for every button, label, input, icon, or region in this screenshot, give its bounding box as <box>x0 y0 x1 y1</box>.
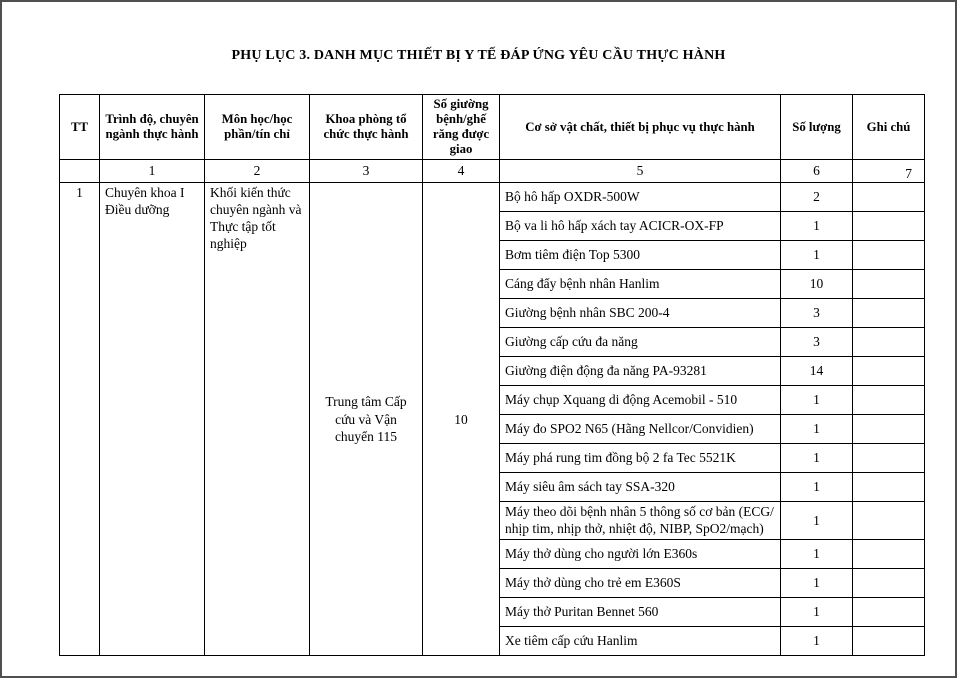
col-header-qualification: Trình độ, chuyên ngành thực hành <box>100 95 205 160</box>
equipment-note-cell <box>853 241 925 270</box>
equipment-name-cell: Máy theo dõi bệnh nhân 5 thông số cơ bản (ECG/ nhịp tim, nhịp thở, nhiệt độ, NIBP, SpO2/mạch) <box>500 502 781 540</box>
equipment-note-cell <box>853 357 925 386</box>
equipment-qty-cell: 1 <box>781 212 853 241</box>
equipment-note-cell <box>853 299 925 328</box>
equipment-name-cell: Máy phá rung tim đồng bộ 2 fa Tec 5521K <box>500 444 781 473</box>
equipment-qty-cell: 3 <box>781 299 853 328</box>
equipment-note-cell <box>853 386 925 415</box>
equipment-name-cell: Máy đo SPO2 N65 (Hãng Nellcor/Convidien) <box>500 415 781 444</box>
col-number-2: 2 <box>205 160 310 183</box>
equipment-name-cell: Máy thở dùng cho trẻ em E360S <box>500 569 781 598</box>
equipment-note-cell <box>853 502 925 540</box>
col-header-department: Khoa phòng tổ chức thực hành <box>310 95 423 160</box>
col-number-6: 6 <box>781 160 853 183</box>
equipment-qty-cell: 1 <box>781 569 853 598</box>
equipment-qty-cell: 1 <box>781 473 853 502</box>
column-number-row <box>60 160 925 183</box>
group-department-cell: Trung tâm Cấp cứu và Vận chuyển 115 <box>310 183 423 656</box>
equipment-table <box>59 94 925 656</box>
col-number-0 <box>60 160 100 183</box>
equipment-qty-cell: 1 <box>781 386 853 415</box>
equipment-qty-cell: 1 <box>781 415 853 444</box>
col-header-notes: Ghi chú <box>853 95 925 160</box>
equipment-name-cell: Máy thở dùng cho người lớn E360s <box>500 540 781 569</box>
col-header-tt: TT <box>60 95 100 160</box>
equipment-name-cell: Cáng đẩy bệnh nhân Hanlim <box>500 270 781 299</box>
group-index-cell: 1 <box>60 183 100 656</box>
equipment-note-cell <box>853 540 925 569</box>
equipment-note-cell <box>853 473 925 502</box>
equipment-note-cell <box>853 627 925 656</box>
equipment-name-cell: Giường điện động đa năng PA-93281 <box>500 357 781 386</box>
equipment-note-cell <box>853 444 925 473</box>
equipment-qty-cell: 1 <box>781 241 853 270</box>
equipment-qty-cell: 1 <box>781 540 853 569</box>
equipment-name-cell: Bộ va li hô hấp xách tay ACICR-OX-FP <box>500 212 781 241</box>
equipment-note-cell <box>853 270 925 299</box>
equipment-name-cell: Giường cấp cứu đa năng <box>500 328 781 357</box>
group-qualification-cell: Chuyên khoa I Điều dưỡng <box>100 183 205 656</box>
equipment-name-cell: Xe tiêm cấp cứu Hanlim <box>500 627 781 656</box>
equipment-qty-cell: 14 <box>781 357 853 386</box>
group-subject-cell: Khối kiến thức chuyên ngành và Thực tập tốt nghiệp <box>205 183 310 656</box>
equipment-name-cell: Bộ hô hấp OXDR-500W <box>500 183 781 212</box>
equipment-row <box>60 183 925 212</box>
equipment-note-cell <box>853 328 925 357</box>
equipment-qty-cell: 3 <box>781 328 853 357</box>
col-number-3: 3 <box>310 160 423 183</box>
equipment-name-cell: Máy chụp Xquang di động Acemobil - 510 <box>500 386 781 415</box>
col-header-beds: Số giường bệnh/ghế răng được giao <box>423 95 500 160</box>
equipment-note-cell <box>853 415 925 444</box>
equipment-name-cell: Bơm tiêm điện Top 5300 <box>500 241 781 270</box>
equipment-name-cell: Giường bệnh nhân SBC 200-4 <box>500 299 781 328</box>
col-number-4: 4 <box>423 160 500 183</box>
col-header-quantity: Số lượng <box>781 95 853 160</box>
equipment-note-cell <box>853 598 925 627</box>
equipment-name-cell: Máy siêu âm sách tay SSA-320 <box>500 473 781 502</box>
col-number-5: 5 <box>500 160 781 183</box>
group-beds-cell: 10 <box>423 183 500 656</box>
equipment-qty-cell: 1 <box>781 444 853 473</box>
equipment-qty-cell: 10 <box>781 270 853 299</box>
equipment-qty-cell: 1 <box>781 627 853 656</box>
col-header-subject: Môn học/học phần/tín chỉ <box>205 95 310 160</box>
header-row <box>60 95 925 160</box>
page-title: PHỤ LỤC 3. DANH MỤC THIẾT BỊ Y TẾ ĐÁP ỨNG YÊU CẦU THỰC HÀNH <box>231 48 726 63</box>
equipment-qty-cell: 1 <box>781 598 853 627</box>
equipment-note-cell <box>853 569 925 598</box>
equipment-qty-cell: 2 <box>781 183 853 212</box>
col-number-7: 7 <box>853 160 925 183</box>
equipment-note-cell <box>853 212 925 241</box>
equipment-qty-cell: 1 <box>781 502 853 540</box>
equipment-note-cell <box>853 183 925 212</box>
col-number-1: 1 <box>100 160 205 183</box>
col-header-facilities: Cơ sở vật chất, thiết bị phục vụ thực hành <box>500 95 781 160</box>
equipment-name-cell: Máy thở Puritan Bennet 560 <box>500 598 781 627</box>
